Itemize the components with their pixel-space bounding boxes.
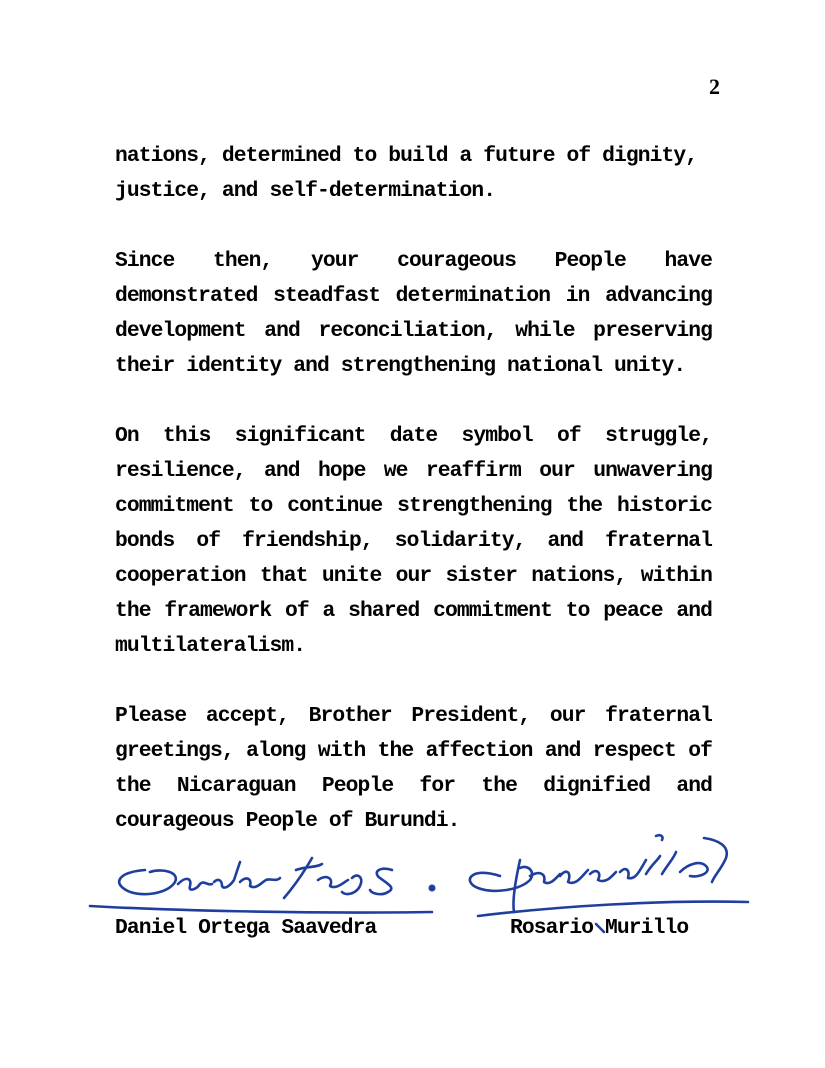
signer-name-left: Daniel Ortega Saavedra xyxy=(115,916,377,940)
paragraph-1: nations, determined to build a future of dignity, justice, and self-determination. xyxy=(115,144,698,203)
paragraph-3: On this significant date symbol of struggle, resilience, and hope we reaffirm our unwavering commitment to continue strengthening the historic bonds of friendship, solidarity, and fraternal cooperation that unite our sister nations, within the framework of a shared commitment to peace and multilateralism. xyxy=(115,424,712,658)
paragraph-2: Since then, your courageous People have demonstrated steadfast determination in advancing development and reconciliation, while preserving their identity and strengthening national unity. xyxy=(115,249,712,378)
signature-daniel-ortega xyxy=(90,858,434,913)
page-number: 2 xyxy=(709,74,720,99)
signer-name-right: Rosario Murillo xyxy=(510,916,689,940)
letter-body xyxy=(115,139,712,874)
paragraph-4: Please accept, Brother President, our fraternal greetings, along with the affection and respect of the Nicaraguan People for the dignified and courageous People of Burundi. xyxy=(115,704,712,833)
signature-block xyxy=(0,820,825,960)
